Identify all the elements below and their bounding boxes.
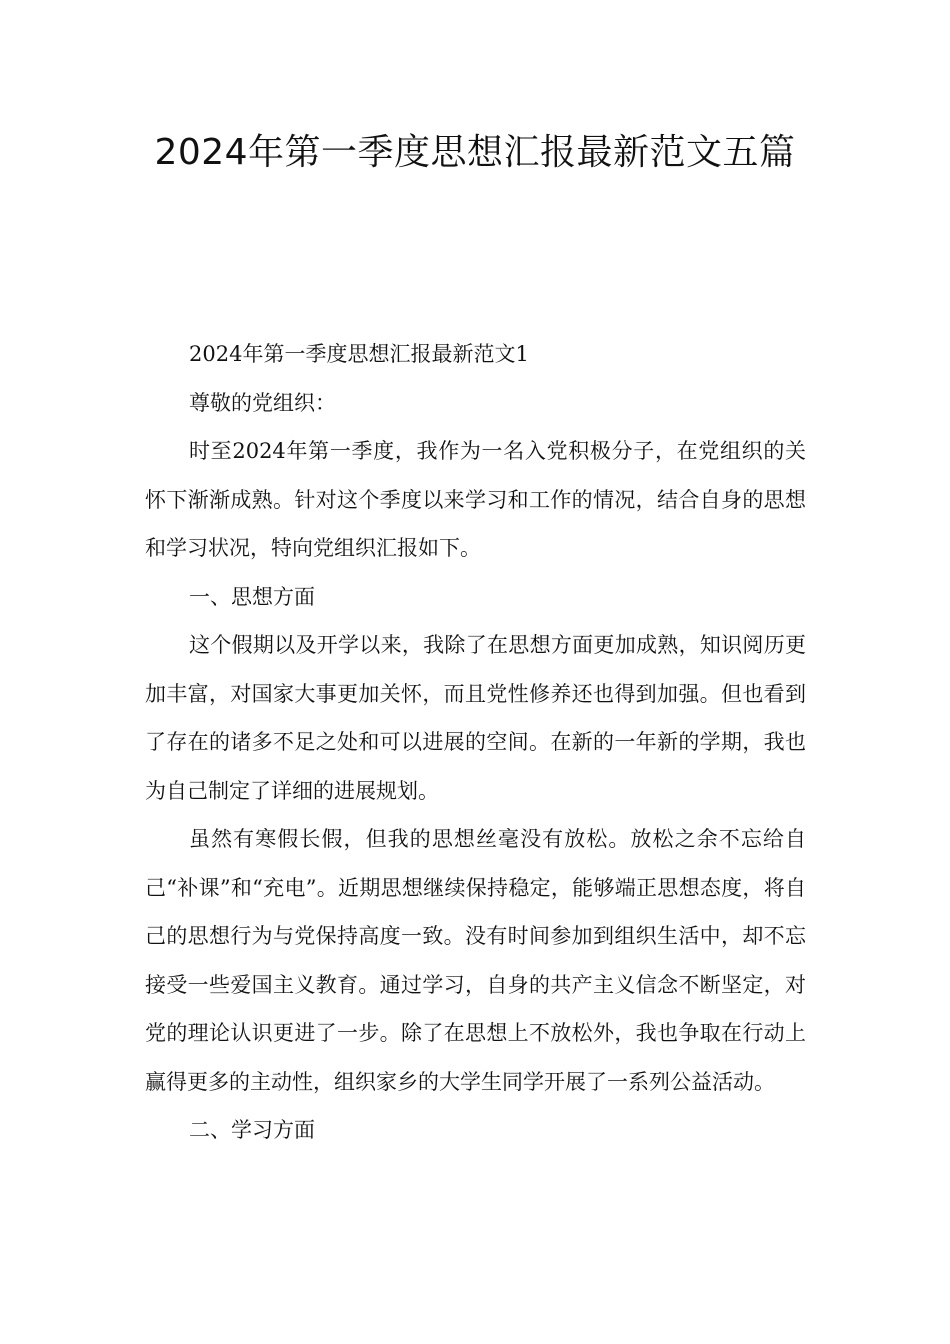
document-body (145, 330, 806, 1155)
document-title: 2024年第一季度思想汇报最新范文五篇 (154, 132, 796, 173)
salutation: 尊敬的党组织： (189, 390, 336, 415)
section-heading-study: 二、学习方面 (189, 1118, 315, 1142)
intro-paragraph: 时至2024年第一季度，我作为一名入党积极分子，在党组织的关怀下渐渐成熟。针对这个季度以来学习和工作的情况，结合自身的思想和学习状况，特向党组织汇报如下。 (145, 439, 806, 560)
essay-heading: 2024年第一季度思想汇报最新范文1 (189, 342, 529, 366)
section-heading-thought: 一、思想方面 (189, 584, 315, 609)
body-paragraph: 这个假期以及开学以来，我除了在思想方面更加成熟，知识阅历更加丰富，对国家大事更加关怀，而且党性修养还也得到加强。但也看到了存在的诸多不足之处和可以进展的空间。在新的一年新的学期，我也为自己制定了详细的进展规划。 (145, 633, 806, 803)
body-paragraph: 虽然有寒假长假，但我的思想丝毫没有放松。放松之余不忘给自己“补课”和“充电”。近期思想继续保持稳定，能够端正思想态度，将自己的思想行为与党保持高度一致。没有时间参加到组织生活中，却不忘接受一些爱国主义教育。通过学习，自身的共产主义信念不断坚定，对党的理论认识更进了一步。除了在思想上不放松外，我也争取在行动上赢得更多的主动性，组织家乡的大学生同学开展了一系列公益活动。 (145, 827, 806, 1094)
